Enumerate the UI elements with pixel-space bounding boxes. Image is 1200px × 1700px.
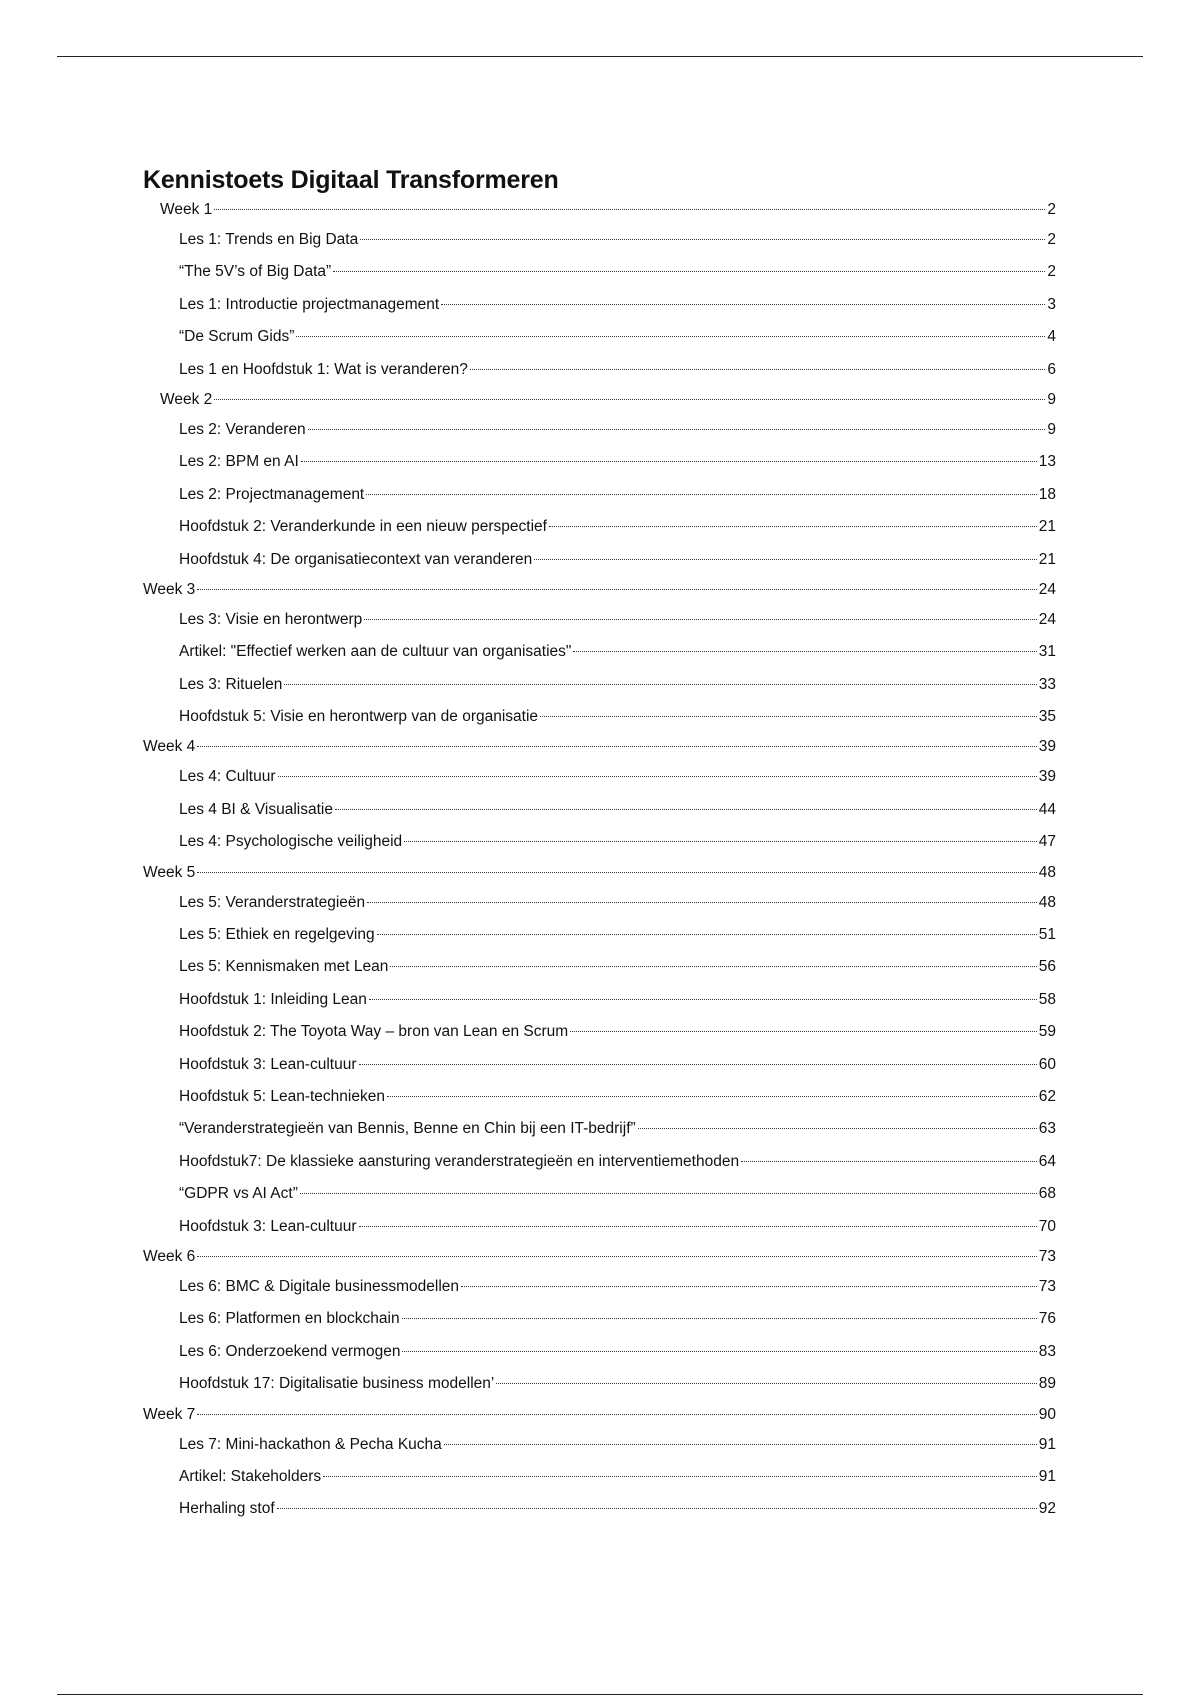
dot-leader (441, 304, 1045, 305)
toc-entry[interactable] (143, 951, 1056, 983)
dot-leader (404, 841, 1037, 842)
toc-entry-page-number: 63 (1038, 1120, 1056, 1138)
toc-entry[interactable] (143, 984, 1056, 1016)
toc-entry-label: Herhaling stof (179, 1500, 275, 1518)
toc-entry-label: Les 3: Rituelen (179, 675, 283, 693)
toc-entry-page-number: 91 (1038, 1467, 1056, 1485)
toc-entry-label: Les 4: Cultuur (179, 768, 276, 786)
header-rule (57, 56, 1143, 57)
toc-entry-page-number: 18 (1038, 485, 1056, 503)
toc-entry-page-number: 68 (1038, 1185, 1056, 1203)
toc-entry-page-number: 76 (1038, 1310, 1056, 1328)
toc-entry-label: Hoofdstuk 3: Lean-cultuur (179, 1055, 357, 1073)
toc-entry-page-number: 48 (1038, 893, 1056, 911)
toc-entry-label: Les 3: Visie en herontwerp (179, 610, 363, 628)
dot-leader (197, 1414, 1036, 1415)
toc-entry-label: Les 7: Mini-hackathon & Pecha Kucha (179, 1435, 442, 1453)
toc-entry-label: Week 1 (160, 201, 213, 218)
dot-leader (323, 1476, 1037, 1477)
toc-entry-label: Les 5: Kennismaken met Lean (179, 958, 389, 976)
toc-entry-label: Week 6 (143, 1247, 196, 1265)
toc-entry-page-number: 70 (1038, 1217, 1056, 1235)
toc-entry-label: Hoofdstuk7: De klassieke aansturing veranderstrategieën en interventiemethoden (179, 1152, 740, 1170)
dot-leader (197, 746, 1036, 747)
toc-entry[interactable] (143, 604, 1056, 636)
toc-entry-page-number: 4 (1047, 328, 1056, 346)
toc-entry[interactable] (143, 1081, 1056, 1113)
dot-leader (570, 1031, 1037, 1032)
toc-entry-label: Hoofdstuk 2: The Toyota Way – bron van Lean en Scrum (179, 1023, 569, 1041)
toc-entry-label: “Veranderstrategieën van Bennis, Benne en Chin bij een IT-bedrijf” (179, 1120, 636, 1138)
toc-entry-label: Les 6: Platformen en blockchain (179, 1310, 400, 1328)
toc-entry[interactable] (143, 636, 1056, 668)
dot-leader (333, 271, 1045, 272)
toc-entry[interactable] (143, 1461, 1056, 1493)
toc-entry-page-number: 33 (1038, 675, 1056, 693)
toc-entry-page-number: 60 (1038, 1055, 1056, 1073)
dot-leader (573, 651, 1036, 652)
dot-leader (470, 369, 1045, 370)
dot-leader (402, 1318, 1037, 1319)
toc-entry-label: Artikel: Stakeholders (179, 1467, 322, 1485)
dot-leader (496, 1383, 1036, 1384)
toc-entry-list (143, 196, 1056, 1526)
dot-leader (367, 902, 1037, 903)
dot-leader (278, 776, 1037, 777)
toc-entry-label: “The 5V’s of Big Data” (179, 263, 332, 281)
toc-entry-label: Les 1: Introductie projectmanagement (179, 295, 440, 313)
toc-title: Kennistoets Digitaal Transformeren (143, 166, 559, 194)
toc-entry-page-number: 44 (1038, 800, 1056, 818)
toc-entry-label: Hoofdstuk 5: Lean-technieken (179, 1087, 385, 1105)
toc-entry-page-number: 21 (1038, 550, 1056, 568)
toc-entry-page-number: 47 (1038, 833, 1056, 851)
dot-leader (366, 494, 1037, 495)
toc-entry-page-number: 31 (1038, 643, 1056, 661)
toc-entry-page-number: 51 (1038, 926, 1056, 944)
toc-entry-label: Les 4 BI & Visualisatie (179, 800, 333, 818)
toc-entry[interactable] (143, 196, 1056, 224)
dot-leader (369, 999, 1037, 1000)
toc-entry[interactable] (143, 386, 1056, 414)
toc-entry-label: Les 6: Onderzoekend vermogen (179, 1342, 401, 1360)
toc-entry-page-number: 91 (1038, 1435, 1056, 1453)
toc-entry-page-number: 58 (1038, 990, 1056, 1008)
toc-entry-page-number: 73 (1038, 1277, 1056, 1295)
toc-entry-page-number: 35 (1038, 708, 1056, 726)
dot-leader (296, 336, 1045, 337)
toc-entry-label: Hoofdstuk 4: De organisatiecontext van veranderen (179, 550, 533, 568)
toc-entry-page-number: 90 (1038, 1405, 1056, 1423)
toc-entry-page-number: 62 (1038, 1087, 1056, 1105)
toc-entry[interactable] (143, 1493, 1056, 1525)
toc-entry[interactable] (143, 1271, 1056, 1303)
dot-leader (638, 1128, 1037, 1129)
dot-leader (359, 1064, 1037, 1065)
toc-entry[interactable] (143, 1401, 1056, 1429)
toc-entry-label: Hoofdstuk 5: Visie en herontwerp van de organisatie (179, 708, 539, 726)
dot-leader (308, 429, 1046, 430)
toc-entry-page-number: 24 (1038, 580, 1056, 598)
toc-entry[interactable] (143, 224, 1056, 256)
toc-entry-label: Les 2: Projectmanagement (179, 485, 365, 503)
toc-entry-label: Hoofdstuk 1: Inleiding Lean (179, 990, 367, 1008)
toc-entry-label: Hoofdstuk 17: Digitalisatie business modellen’ (179, 1375, 495, 1393)
toc-entry[interactable] (143, 446, 1056, 478)
toc-entry[interactable] (143, 826, 1056, 858)
toc-entry-page-number: 3 (1047, 295, 1056, 313)
toc-entry[interactable] (143, 544, 1056, 576)
toc-entry[interactable] (143, 1113, 1056, 1145)
toc-entry-page-number: 2 (1047, 263, 1056, 281)
toc-entry-label: Les 5: Veranderstrategieën (179, 893, 366, 911)
toc-entry[interactable] (143, 919, 1056, 951)
dot-leader (364, 619, 1037, 620)
toc-entry-label: Hoofdstuk 3: Lean-cultuur (179, 1217, 357, 1235)
dot-leader (377, 934, 1037, 935)
dot-leader (360, 239, 1045, 240)
toc-entry-page-number: 21 (1038, 518, 1056, 536)
dot-leader (197, 872, 1036, 873)
toc-entry-label: Week 7 (143, 1405, 196, 1423)
toc-entry-label: Week 4 (143, 738, 196, 756)
toc-entry-label: Les 1: Trends en Big Data (179, 231, 359, 248)
toc-entry[interactable] (143, 289, 1056, 321)
toc-entry-page-number: 39 (1038, 768, 1056, 786)
toc-entry[interactable] (143, 321, 1056, 353)
toc-entry-page-number: 9 (1047, 420, 1056, 438)
toc-entry-page-number: 13 (1038, 453, 1056, 471)
dot-leader (197, 1256, 1036, 1257)
toc-entry-label: Les 6: BMC & Digitale businessmodellen (179, 1277, 459, 1295)
toc-entry[interactable] (143, 1146, 1056, 1178)
toc-entry[interactable] (143, 1243, 1056, 1271)
toc-entry[interactable] (143, 414, 1056, 446)
toc-entry-page-number: 2 (1047, 201, 1056, 218)
toc-entry[interactable] (143, 1211, 1056, 1243)
toc-entry[interactable] (143, 859, 1056, 887)
toc-entry-page-number: 6 (1047, 360, 1056, 378)
dot-leader (197, 589, 1036, 590)
toc-entry-page-number: 2 (1047, 231, 1056, 248)
dot-leader (277, 1508, 1037, 1509)
toc-entry-label: Les 2: Veranderen (179, 420, 306, 438)
toc-entry[interactable] (143, 256, 1056, 288)
dot-leader (402, 1351, 1036, 1352)
dot-leader (335, 809, 1037, 810)
dot-leader (534, 559, 1036, 560)
toc-entry-page-number: 39 (1038, 738, 1056, 756)
dot-leader (390, 966, 1036, 967)
dot-leader (301, 461, 1037, 462)
toc-entry[interactable] (143, 576, 1056, 604)
toc-entry-label: Les 2: BPM en AI (179, 453, 299, 471)
toc-entry-label: Hoofdstuk 2: Veranderkunde in een nieuw perspectief (179, 518, 547, 536)
toc-entry[interactable] (143, 794, 1056, 826)
toc-entry-label: Les 5: Ethiek en regelgeving (179, 926, 375, 944)
toc-entry[interactable] (143, 1049, 1056, 1081)
toc-entry-page-number: 73 (1038, 1247, 1056, 1265)
dot-leader (284, 684, 1036, 685)
toc-entry[interactable] (143, 733, 1056, 761)
toc-entry-page-number: 48 (1038, 863, 1056, 881)
dot-leader (214, 399, 1045, 400)
toc-entry[interactable] (143, 511, 1056, 543)
dot-leader (444, 1444, 1037, 1445)
toc-entry-label: Week 2 (160, 390, 213, 408)
dot-leader (540, 716, 1037, 717)
toc-entry-page-number: 92 (1038, 1500, 1056, 1518)
toc-entry[interactable] (143, 1016, 1056, 1048)
dot-leader (359, 1226, 1037, 1227)
toc-entry[interactable] (143, 887, 1056, 919)
toc-entry-page-number: 9 (1047, 390, 1056, 408)
dot-leader (300, 1193, 1037, 1194)
toc-entry-label: Week 3 (143, 580, 196, 598)
toc-entry[interactable] (143, 1336, 1056, 1368)
dot-leader (387, 1096, 1037, 1097)
toc-entry-page-number: 64 (1038, 1152, 1056, 1170)
toc-entry[interactable] (143, 1368, 1056, 1400)
toc-entry-page-number: 56 (1038, 958, 1056, 976)
toc-entry-label: Week 5 (143, 863, 196, 881)
dot-leader (549, 526, 1037, 527)
toc-entry[interactable] (143, 1429, 1056, 1461)
toc-entry-label: “GDPR vs AI Act” (179, 1185, 298, 1203)
toc-entry-label: “De Scrum Gids” (179, 328, 295, 346)
toc-entry[interactable] (143, 479, 1056, 511)
dot-leader (741, 1161, 1037, 1162)
toc-entry[interactable] (143, 354, 1056, 386)
toc-entry-page-number: 24 (1038, 610, 1056, 628)
toc-entry[interactable] (143, 1178, 1056, 1210)
toc-entry-label: Les 1 en Hoofdstuk 1: Wat is veranderen? (179, 360, 468, 378)
toc-entry[interactable] (143, 1303, 1056, 1335)
toc-entry[interactable] (143, 669, 1056, 701)
toc-entry[interactable] (143, 701, 1056, 733)
toc-entry-label: Les 4: Psychologische veiligheid (179, 833, 403, 851)
toc-entry[interactable] (143, 761, 1056, 793)
toc-entry-page-number: 59 (1038, 1023, 1056, 1041)
footer-rule (57, 1694, 1143, 1695)
toc-entry-label: Artikel: "Effectief werken aan de cultuur van organisaties" (179, 643, 572, 661)
dot-leader (214, 209, 1045, 210)
dot-leader (461, 1286, 1037, 1287)
toc-entry-page-number: 83 (1038, 1342, 1056, 1360)
toc-entry-page-number: 89 (1038, 1375, 1056, 1393)
table-of-contents (143, 164, 1056, 1526)
